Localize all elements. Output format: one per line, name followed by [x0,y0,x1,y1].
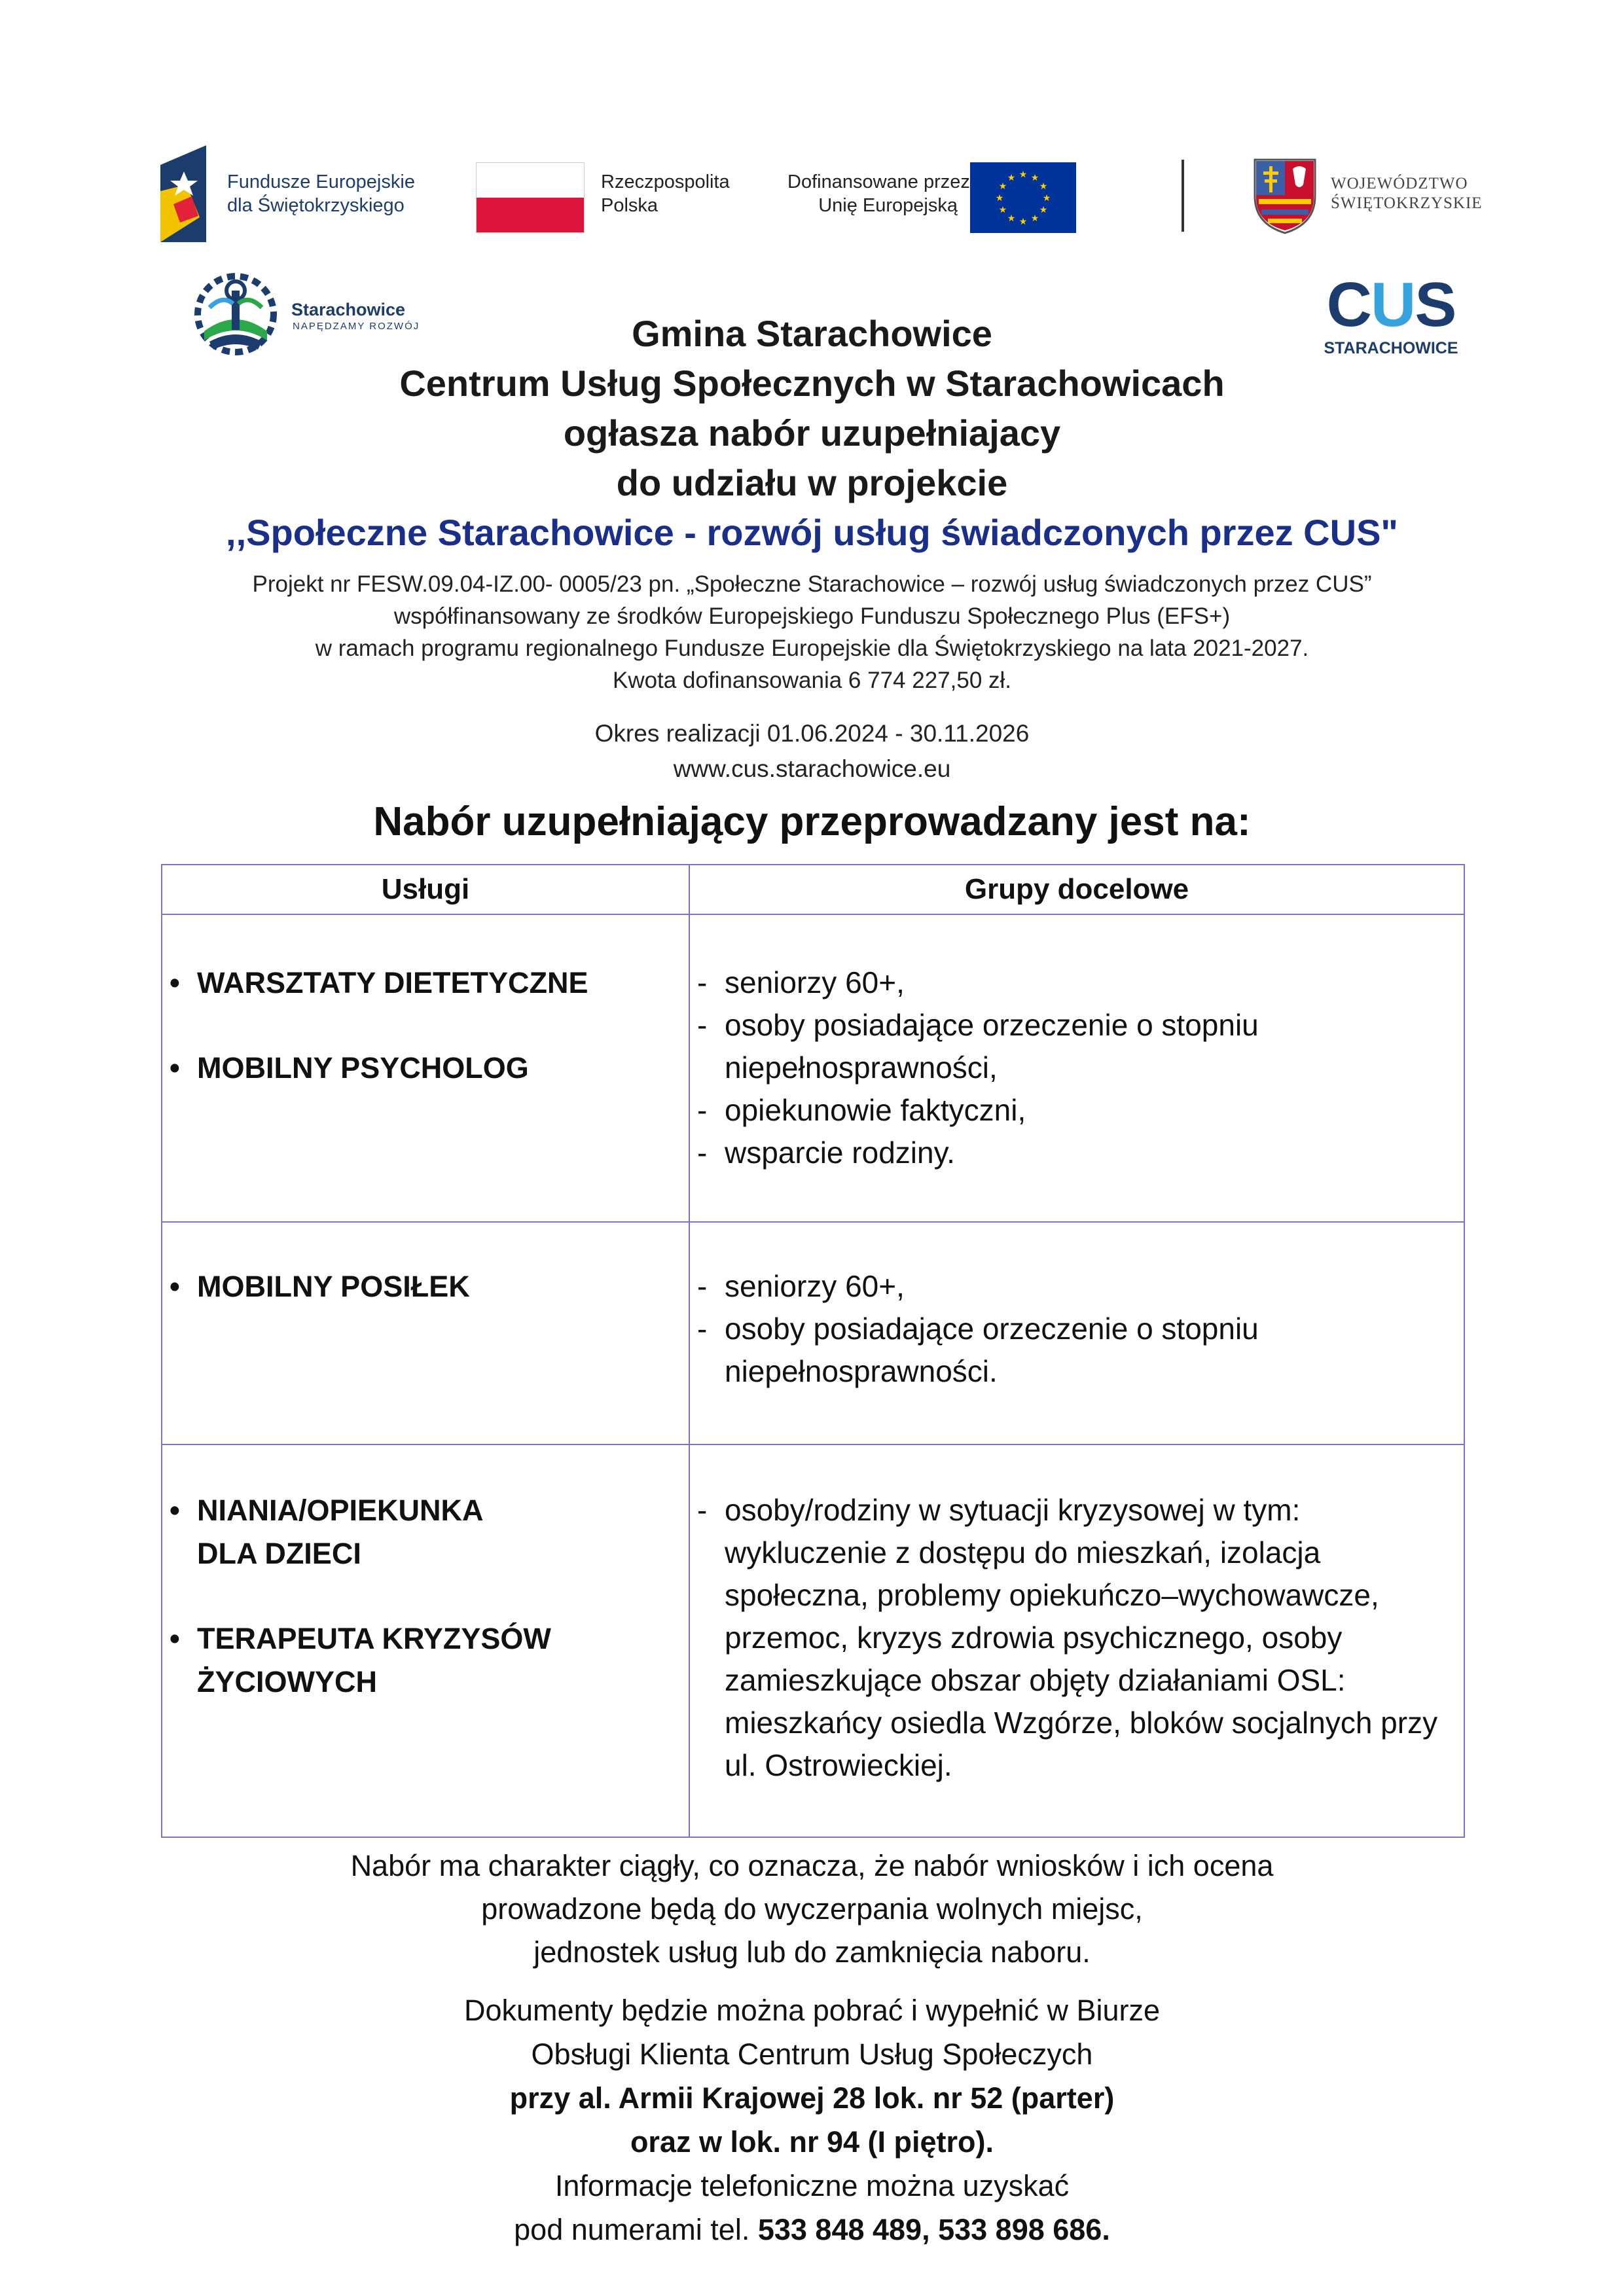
service-item: • WARSZTATY DIETETYCZNE [167,961,688,1005]
service-item: • NIANIA/OPIEKUNKA DLA DZIECI [167,1489,511,1575]
docs-line1: Dokumenty będzie można pobrać i wypełnić w Biurze [464,1994,1160,2027]
announcement-heading [0,309,1624,558]
group-item: - osoby posiadające orzeczenie o stopniu niepełnosprawności, [695,1004,1463,1089]
services-cell [162,1444,689,1837]
services-list [163,1265,688,1308]
svg-text:★: ★ [1030,173,1039,183]
fe-line2: dla Świętokrzyskiego [227,195,405,216]
swietokrzyskie-coat-of-arms-icon [1252,157,1318,234]
note-line3: jednostek usług lub do zamknięcia naboru. [533,1935,1091,1969]
svg-text:★: ★ [1039,181,1048,192]
cus-letter-s: S [1415,270,1456,340]
group-item: - opiekunowie faktyczni, [695,1089,1463,1132]
svg-text:★: ★ [1019,170,1028,180]
phone-numbers[interactable]: 533 848 489, 533 898 686. [757,2213,1110,2246]
heading-line2: Centrum Usług Społecznych w Starachowicach [399,363,1225,404]
fe-line1: Fundusze Europejskie [227,171,415,192]
info-line3: w ramach programu regionalnego Fundusze Europejskie dla Świętokrzyskiego na lata 2021-2027. [315,636,1309,661]
services-cell [162,914,689,1222]
groups-cell [689,1444,1464,1837]
fundusze-europejskie-logo-icon [160,145,219,242]
pl-line1: Rzeczpospolita [601,171,730,192]
groups-list [691,1489,1463,1787]
starachowice-logo-name: Starachowice [291,300,406,319]
office-address: przy al. Armii Krajowej 28 lok. nr 52 (parter) [509,2081,1115,2115]
group-item: - wsparcie rodziny. [695,1132,1463,1174]
section-title: Nabór uzupełniający przeprowadzany jest na: [373,799,1251,844]
docs-line2: Obsługi Klienta Centrum Usług Społeczych [531,2037,1093,2071]
groups-list [691,1265,1463,1393]
cus-letter-c: C [1326,270,1371,340]
services-table [161,864,1465,1838]
info-line4: Kwota dofinansowania 6 774 227,50 zł. [612,668,1012,693]
svg-text:★: ★ [995,193,1004,204]
project-period [0,716,1624,787]
svg-text:★: ★ [1039,205,1048,215]
table-row [162,1222,1464,1444]
docs-line5: Informacje telefoniczne można uzyskać [554,2169,1070,2202]
rzeczpospolita-text [601,170,730,217]
website-link[interactable]: www.cus.starachowice.eu [673,755,951,782]
recruitment-note [0,1844,1624,1974]
svg-text:★: ★ [1019,217,1028,227]
service-item: • MOBILNY PSYCHOLOG [167,1047,688,1090]
project-info [0,568,1624,696]
polish-flag-icon [476,162,585,233]
svg-text:★: ★ [998,205,1007,215]
table-header-row [162,865,1464,914]
pl-line2: Polska [601,195,659,216]
cus-logo-sub: STARACHOWICE [1324,339,1458,357]
groups-cell [689,914,1464,1222]
eu-line2: Unię Europejską [818,195,958,216]
sw-line2: ŚWIĘTOKRZYSKIE [1331,194,1483,212]
eu-line1: Dofinansowane przez [787,171,970,192]
phone-prefix: pod numerami tel. [514,2213,758,2246]
logo-divider [1182,160,1184,232]
info-line1: Projekt nr FESW.09.04-IZ.00- 0005/23 pn. „Społeczne Starachowice – rozwój usług świadczonych przez CUS” [252,571,1372,597]
heading-line3: ogłasza nabór uzupełniajacy [563,412,1061,454]
services-column-header: Usługi [162,865,689,914]
groups-cell [689,1222,1464,1444]
fundusze-europejskie-text [227,170,415,217]
service-item: • MOBILNY POSIŁEK [167,1265,688,1308]
service-item: • TERAPEUTA KRYZYSÓW ŻYCIOWYCH [167,1617,577,1704]
table-row [162,914,1464,1222]
office-room: oraz w lok. nr 94 (I piętro). [630,2125,994,2159]
groups-column-header: Grupy docelowe [689,865,1464,914]
svg-text:★: ★ [998,181,1007,192]
svg-text:★: ★ [1030,213,1039,224]
services-list [163,1489,688,1704]
eu-flag-icon [970,162,1076,233]
group-item: - seniorzy 60+, [695,1265,1463,1308]
groups-list [691,961,1463,1174]
project-title: ,,Społeczne Starachowice - rozwój usług świadczonych przez CUS" [226,512,1398,553]
heading-line1: Gmina Starachowice [632,313,992,354]
note-line2: prowadzone będą do wyczerpania wolnych miejsc, [481,1892,1143,1926]
svg-text:★: ★ [1007,213,1016,224]
services-list [163,961,688,1090]
starachowice-logo-tagline: NAPĘDZAMY ROZWÓJ [293,321,420,332]
sw-line1: WOJEWÓDZTWO [1331,175,1468,192]
note-line1: Nabór ma charakter ciągły, co oznacza, że nabór wniosków i ich ocena [350,1849,1274,1882]
group-item: - osoby posiadające orzeczenie o stopniu niepełnosprawności. [695,1308,1463,1393]
phone-line [0,2208,1624,2251]
group-item: - seniorzy 60+, [695,961,1463,1004]
cus-letter-u: U [1370,270,1415,340]
table-row [162,1444,1464,1837]
logo-bar [160,143,1483,241]
wojewodztwo-text [1331,174,1483,213]
info-line2: współfinansowany ze środków Europejskiego Funduszu Społecznego Plus (EFS+) [393,603,1231,629]
svg-text:★: ★ [1007,173,1016,183]
realization-period: Okres realizacji 01.06.2024 - 30.11.2026 [594,720,1030,747]
services-cell [162,1222,689,1444]
group-item: - osoby/rodziny w sytuacji kryzysowej w tym: wykluczenie z dostępu do mieszkań, izolacja społeczna, problemy opiekuńczo–wychowawcze, przemoc, kryzys zdrowia psychicznego, osoby zamieszkujące obszar objęty działaniami OSL: mieszkańcy osiedla Wzgórze, bloków socjalnych przy ul. Ostrowieckiej. [695,1489,1463,1787]
heading-line4: do udziału w projekcie [616,462,1008,503]
documents-info [0,1988,1624,2251]
svg-text:★: ★ [1042,193,1051,204]
eu-cofinanced-text [787,170,970,217]
